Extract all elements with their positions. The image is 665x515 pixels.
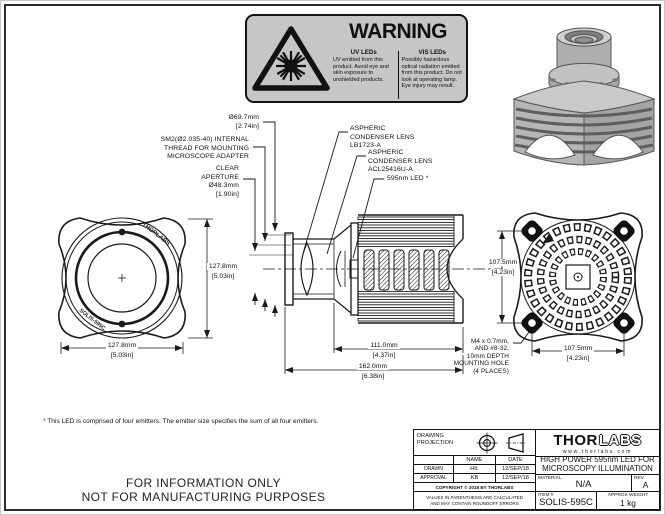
dim-overall-length: 162.0mm [6.38in] xyxy=(358,363,388,380)
warning-label xyxy=(245,14,468,103)
copyright-note: COPYRIGHT © 2018 BY THORLABS xyxy=(414,483,535,492)
uv-warning-triangle-icon xyxy=(251,24,331,94)
dim-back-height: 107.5mm [4.23in] xyxy=(488,259,518,276)
rev-cell: REV A xyxy=(634,475,649,490)
item-cell: ITEM # SOLIS-595C xyxy=(536,492,597,509)
vis-heading: VIS LEDs xyxy=(418,49,446,56)
thorlabs-logo xyxy=(536,430,659,449)
logo-labs: LABS xyxy=(598,431,642,449)
projection-label: DRAWING PROJECTION xyxy=(417,433,454,446)
dim-front-height: 127.8mm [5.03in] xyxy=(208,263,238,280)
annotation-mounting-hole: M4 x 0.7mm, AND #8-32, 10mm DEPTH MOUNTING HOLE (4 PLACES) xyxy=(453,338,509,375)
projection-row xyxy=(414,430,535,456)
weight-value: 1 kg xyxy=(620,498,636,508)
drawing-title: HIGH POWER 595nm LED FOR MICROSCOPY ILLUMINATION xyxy=(536,457,659,475)
drawn-row xyxy=(414,465,535,474)
vis-body: Possibly hazardous optical radiation emitted from this product. Do not look at operating lamp. Eye injury may result. xyxy=(401,57,462,90)
approval-row xyxy=(414,474,535,483)
header-row xyxy=(414,456,535,465)
warning-vis-column xyxy=(400,49,466,99)
material-cell: MATERIAL N/A xyxy=(536,475,632,491)
website-text: www.thorlabs.com xyxy=(536,449,659,457)
drawn-name: Hlt. xyxy=(454,465,496,473)
col-name-header: NAME xyxy=(454,456,496,464)
weight-cell: APPROX WEIGHT 1 kg xyxy=(607,492,649,508)
annotation-led: 595nm LED * xyxy=(387,175,429,182)
annotation-outer-diameter: Ø69.7mm [2.74in] xyxy=(228,114,259,130)
footnote: * This LED is comprised of four emitters. The emitter size specifies the sum of all four emitters. xyxy=(43,418,319,425)
annotation-clear-aperture: CLEAR APERTURE Ø48.3mm [1.90in] xyxy=(201,165,239,198)
approval-name: KB xyxy=(454,474,496,482)
logo-thor: THOR xyxy=(553,431,598,449)
info-only-note: FOR INFORMATION ONLY NOT FOR MANUFACTURING PURPOSES xyxy=(81,476,326,504)
col-date-header: DATE xyxy=(508,457,523,463)
annotation-lens-acl25416ua: ASPHERIC CONDENSER LENS ACL25416U-A xyxy=(368,149,433,174)
material-value: N/A xyxy=(575,478,592,490)
material-row xyxy=(536,475,659,492)
dim-body-length: 111.0mm [4.37in] xyxy=(370,342,398,359)
item-row xyxy=(536,492,659,509)
title-block xyxy=(413,429,660,510)
front-view xyxy=(59,218,213,354)
drawn-label: DRAWN xyxy=(414,465,454,473)
back-view xyxy=(497,213,642,356)
approval-date: 12/SEP/18 xyxy=(502,475,529,481)
uv-heading: UV LEDs xyxy=(350,49,377,56)
annotation-sm2-thread: SM2(Ø2.035-40) INTERNAL THREAD FOR MOUNTING MICROSCOPE ADAPTER xyxy=(160,136,249,161)
dim-front-width: 127.8mm [5.03in] xyxy=(107,342,137,359)
title-block-right xyxy=(536,430,659,509)
warning-divider xyxy=(398,51,399,99)
projection-symbols-icon xyxy=(475,431,533,455)
front-branding-top-text: THORLABS xyxy=(140,221,171,248)
warning-columns xyxy=(331,49,465,99)
uv-body: UV emitted from this product. Avoid eye and skin exposure to unshielded products. xyxy=(333,57,389,83)
values-note: VALUES IN PARENTHESIS ARE CALCULATED AND MAY CONTAIN ROUNDOFF ERRORS xyxy=(426,494,523,506)
product-3d-render xyxy=(514,28,654,165)
title-block-left xyxy=(414,430,536,509)
warning-uv-column xyxy=(331,49,397,99)
annotation-lens-lb1723a: ASPHERIC CONDENSER LENS LB1723-A xyxy=(350,125,415,150)
drawn-date: 12/SEP/18 xyxy=(502,466,529,472)
dim-back-width: 107.5mm [4.23in] xyxy=(563,345,593,362)
warning-title: WARNING xyxy=(349,20,447,43)
approval-label: APPROVAL xyxy=(414,474,454,482)
front-branding-bottom-text: SOLIS-595C xyxy=(77,307,107,332)
item-number: SOLIS-595C xyxy=(539,497,593,508)
rev-value: A xyxy=(642,479,649,490)
